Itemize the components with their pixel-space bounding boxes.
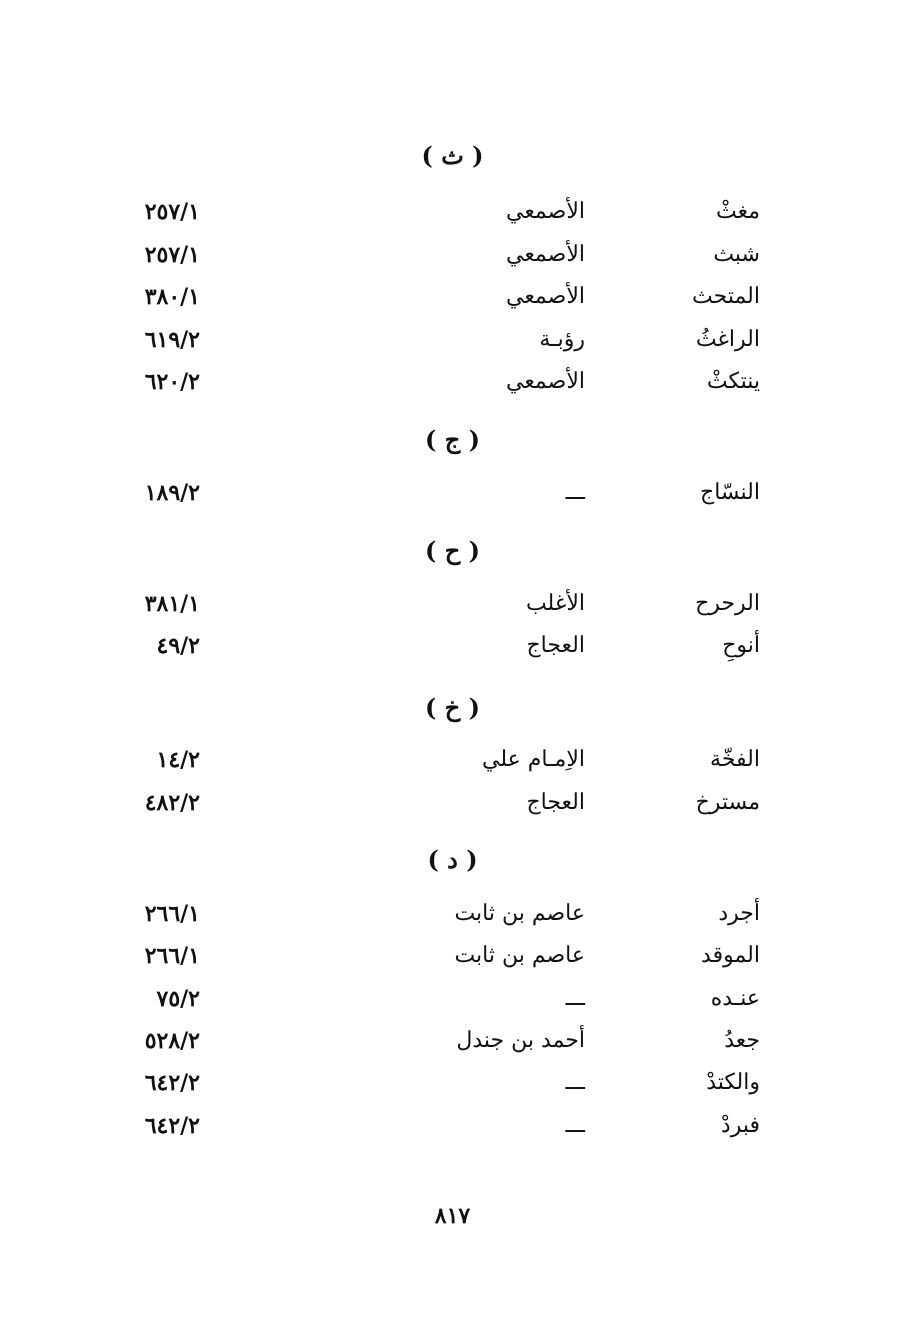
- entry-poet: العجاج: [526, 633, 585, 658]
- index-entry: [0, 584, 905, 624]
- entry-word: الرحرح: [695, 591, 760, 616]
- entry-word: الفخّة: [710, 747, 760, 772]
- entry-poet: ـــ: [565, 986, 585, 1011]
- index-entry: [0, 473, 905, 513]
- index-entry: [0, 192, 905, 232]
- entry-word: والكتدْ: [706, 1070, 760, 1095]
- entry-reference: ٢٦٦/١: [144, 901, 200, 927]
- entry-poet: الأصمعي: [505, 199, 585, 224]
- index-entry: [0, 894, 905, 934]
- entry-poet: عاصم بن ثابت: [454, 901, 585, 926]
- entry-reference: ٦١٩/٢: [144, 327, 200, 353]
- entry-poet: ـــ: [565, 1070, 585, 1095]
- index-entry: [0, 740, 905, 780]
- entry-reference: ٥٢٨/٢: [144, 1028, 200, 1054]
- entry-poet: أحمد بن جندل: [456, 1028, 585, 1053]
- index-entry: [0, 626, 905, 666]
- entry-reference: ٢٦٦/١: [144, 943, 200, 969]
- section-heading-dal: ( د ): [427, 845, 478, 874]
- section-heading-ha: ( ح ): [425, 536, 480, 565]
- entry-word: فبردْ: [720, 1113, 760, 1138]
- index-entry: [0, 235, 905, 275]
- section-heading-tha: ( ث ): [421, 141, 484, 170]
- entry-word: مسترخ: [695, 790, 760, 815]
- index-entry: [0, 1021, 905, 1061]
- entry-word: عنـده: [710, 986, 760, 1011]
- entry-word: المتحث: [692, 284, 760, 309]
- index-entry: [0, 362, 905, 402]
- entry-word: أجرد: [718, 901, 760, 926]
- entry-word: جعدُ: [724, 1028, 760, 1053]
- entry-reference: ١٤/٢: [156, 747, 200, 773]
- entry-poet: الاِمـام علي: [482, 747, 585, 772]
- entry-word: مغثْ: [716, 199, 760, 224]
- entry-word: أنوحِ: [722, 633, 760, 658]
- entry-reference: ٦٢٠/٢: [144, 369, 200, 395]
- entry-word: ينتكثْ: [706, 369, 760, 394]
- index-entry: [0, 936, 905, 976]
- entry-word: شبث: [713, 242, 760, 267]
- section-heading-jim: ( ج ): [425, 425, 480, 454]
- entry-reference: ٣٨١/١: [144, 591, 200, 617]
- entry-reference: ٤٨٢/٢: [144, 790, 200, 816]
- index-entry: [0, 1063, 905, 1103]
- entry-reference: ٦٤٢/٢: [144, 1113, 200, 1139]
- entry-word: الموقد: [701, 943, 760, 968]
- entry-poet: العجاج: [526, 790, 585, 815]
- section-heading-kha: ( خ ): [425, 693, 480, 722]
- index-entry: [0, 1106, 905, 1146]
- entry-poet: الأصمعي: [505, 242, 585, 267]
- entry-reference: ٢٥٧/١: [144, 242, 200, 268]
- entry-reference: ٣٨٠/١: [144, 284, 200, 310]
- entry-word: الراغثُ: [695, 327, 760, 352]
- index-entry: [0, 783, 905, 823]
- entry-poet: الأصمعي: [505, 369, 585, 394]
- page-number: ٨١٧: [434, 1203, 471, 1229]
- entry-poet: ـــ: [565, 480, 585, 505]
- entry-word: النسّاج: [700, 480, 760, 505]
- index-entry: [0, 979, 905, 1019]
- index-entry: [0, 320, 905, 360]
- entry-poet: عاصم بن ثابت: [454, 943, 585, 968]
- entry-poet: الأغلب: [525, 591, 585, 616]
- entry-reference: ٤٩/٢: [156, 633, 200, 659]
- entry-reference: ١٨٩/٢: [144, 480, 200, 506]
- entry-poet: ـــ: [565, 1113, 585, 1138]
- entry-reference: ٦٤٢/٢: [144, 1070, 200, 1096]
- entry-poet: رؤبـة: [539, 327, 585, 352]
- index-entry: [0, 277, 905, 317]
- entry-poet: الأصمعي: [505, 284, 585, 309]
- entry-reference: ٢٥٧/١: [144, 199, 200, 225]
- entry-reference: ٧٥/٢: [156, 986, 200, 1012]
